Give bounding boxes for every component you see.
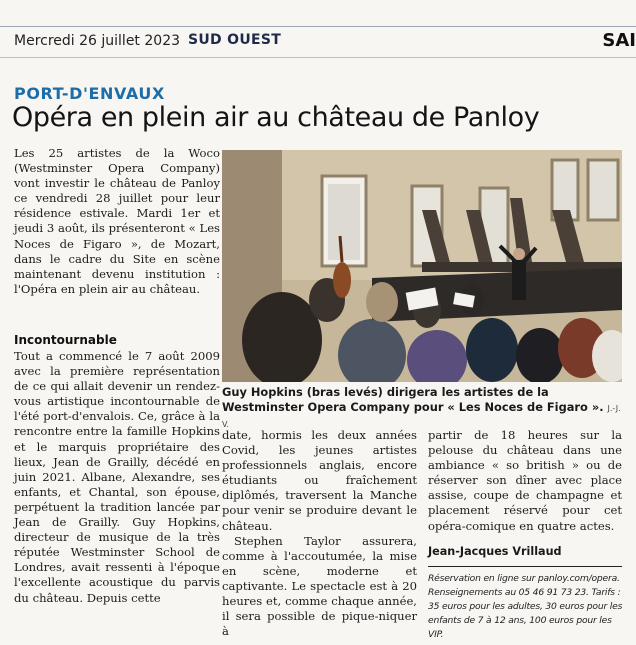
publication-date: Mercredi 26 juillet 2023 <box>14 33 181 49</box>
article-headline: Opéra en plein air au château de Panloy <box>12 102 540 133</box>
edition-name-fragment: SAI <box>602 30 636 51</box>
article-column-1 <box>14 349 220 606</box>
article-photo <box>222 150 622 382</box>
body-paragraph-3: Stephen Taylor assurera, comme à l'accoutumée, la mise en scène, moderne et captivante. Le spectacle est à 20 heures et, comme chaque année, il sera possible de pique-niquer à <box>222 533 417 639</box>
concert-photo-illustration <box>222 150 622 382</box>
body-paragraph-4: partir de 18 heures sur la pelouse du château dans une ambiance « so british » ou de réserver son dîner avec place assise, coupe de champagne et placement réservé pour cet opéra-comique en quatre actes. <box>428 428 622 533</box>
info-box-rule <box>428 566 622 567</box>
intro-paragraph: Les 25 artistes de la Woco (Westminster Opera Company) vont investir le château de Panloy ce vendredi 28 juillet pour leur résidence estivale. Mardi 1er et jeudi 3 août, ils présenteront « Les Noces de Figaro », de Mozart, dans le cadre du Site en scène maintenant devenu institution : l'Opéra en plein air au château. <box>14 146 220 296</box>
article-kicker: PORT-D'ENVAUX <box>14 84 165 103</box>
masthead-rule <box>0 57 636 58</box>
photo-credit: J.-J. V. <box>222 404 621 429</box>
article-author: Jean-Jacques Vrillaud <box>428 545 562 558</box>
article-column-3 <box>428 428 622 534</box>
masthead <box>0 26 636 55</box>
body-paragraph-2: date, hormis les deux années Covid, les jeunes artistes professionnels anglais, encore étudiants ou fraîchement diplômés, traversent la Manche pour venir se produire devant le château. <box>222 428 417 533</box>
article-intro <box>14 146 220 297</box>
article-column-2 <box>222 428 417 639</box>
photo-caption-text: Guy Hopkins (bras levés) dirigera les artistes de la Westminster Opera Company pour « Les Noces de Figaro ». <box>222 385 604 414</box>
newspaper-name: SUD OUEST <box>188 32 282 48</box>
article-subhead: Incontournable <box>14 333 117 347</box>
reservation-info: Réservation en ligne sur panloy.com/opera. Renseignements au 05 46 91 73 23. Tarifs : 35 euros pour les adultes, 30 euros pour les enfants de 7 à 12 ans, 100 euros pour les VIP. <box>428 573 623 640</box>
body-paragraph-1: Tout a commencé le 7 août 2009 avec la première représentation de ce qui allait devenir un rendez-vous artistique incontournable de l'été port-d'envalois. Ce, grâce à la rencontre entre la famille Hopkins et le marquis propriétaire des lieux, Jean de Grailly, décédé en juin 2021. Albane, Alexandre, ses enfants, et Chantal, son épouse, perpétuent la tradition lancée par Jean de Grailly. Guy Hopkins, directeur de musique de la très réputée Westminster School de Londres, avait ressenti à l'époque l'excellente acoustique du parvis du château. Depuis cette <box>14 349 220 605</box>
photo-caption <box>222 385 622 432</box>
